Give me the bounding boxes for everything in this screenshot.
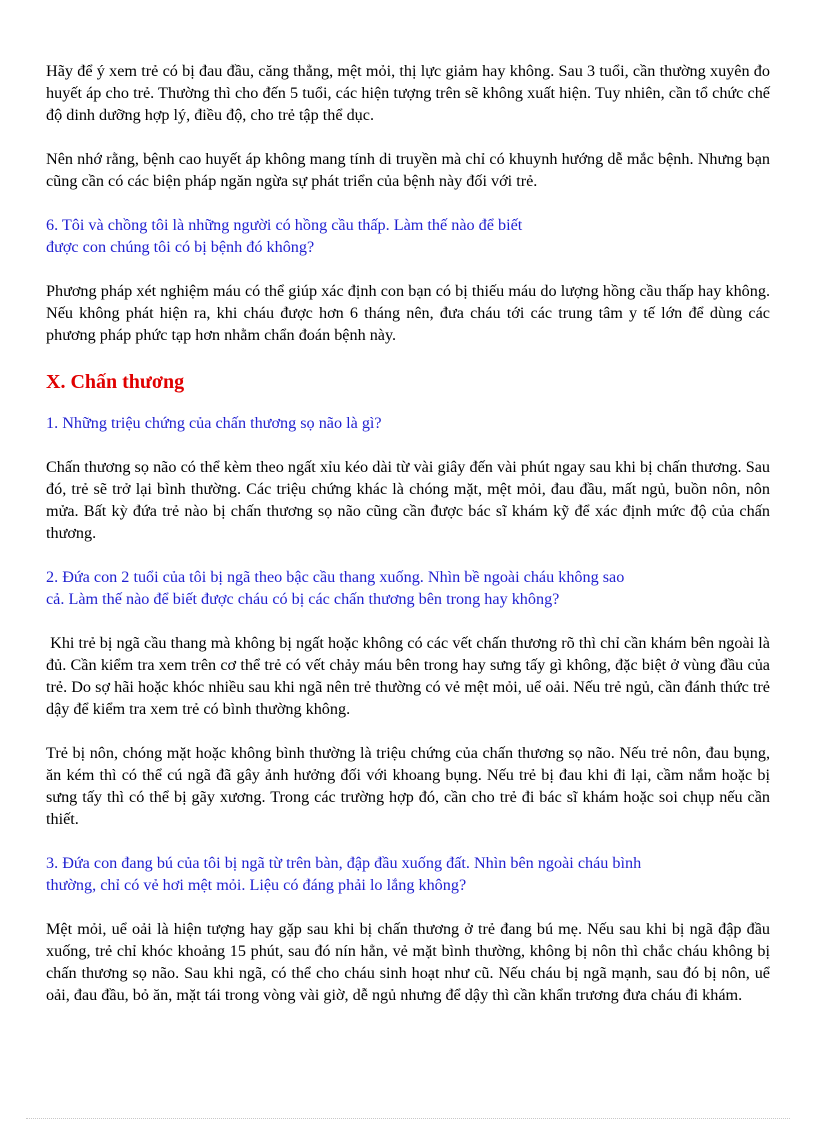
- question-3: [46, 852, 770, 896]
- question-6: [46, 214, 770, 258]
- paragraph-blood-pressure-check: Hãy để ý xem trẻ có bị đau đầu, căng thẳng, mệt mỏi, thị lực giảm hay không. Sau 3 tuổi, cần thường xuyên đo huyết áp cho trẻ. Thường thì cho đến 5 tuổi, các hiện tượng trên sẽ không xuất hiện. Tuy nhiên, cần tổ chức chế độ dinh dưỡng hợp lý, điều độ, cho trẻ tập thể dục.: [46, 62, 770, 124]
- page-bottom-divider: [26, 1118, 790, 1119]
- question-3-line-1: 3. Đứa con đang bú của tôi bị ngã từ trên bàn, đập đầu xuống đất. Nhìn bên ngoài cháu bình: [46, 854, 642, 872]
- paragraph-warning-signs: Trẻ bị nôn, chóng mặt hoặc không bình thường là triệu chứng của chấn thương sọ não. Nếu trẻ nôn, đau bụng, ăn kém thì có thể cú ngã đã gây ảnh hưởng đối với khoang bụng. Nếu trẻ bị đau khi đi lại, cầm nắm hoặc bị sưng tấy thì có thể bị gãy xương. Trong các trường hợp đó, cần cho trẻ đi bác sĩ khám hoặc soi chụp nếu cần thiết.: [46, 744, 770, 828]
- question-3-line-2: thường, chỉ có vẻ hơi mệt mỏi. Liệu có đáng phải lo lắng không?: [46, 876, 467, 894]
- paragraph-infant-fall: Mệt mỏi, uể oải là hiện tượng hay gặp sau khi bị chấn thương ở trẻ đang bú mẹ. Nếu sau khi bị ngã đập đầu xuống, trẻ chỉ khóc khoảng 15 phút, sau đó nín hẳn, vẻ mặt bình thường, không bị nôn thì chắc cháu không bị chấn thương sọ não. Sau khi ngã, có thể cho cháu sinh hoạt như cũ. Nếu cháu bị ngã mạnh, sau đó bị nôn, uể oải, đau đầu, bỏ ăn, mặt tái trong vòng vài giờ, dễ ngủ nhưng để dậy thì cần khẩn trương đưa cháu đi khám.: [46, 920, 770, 1004]
- document-page: [46, 60, 775, 1006]
- paragraph-stair-fall: Khi trẻ bị ngã cầu thang mà không bị ngất hoặc không có các vết chấn thương rõ thì chỉ cần khám bên ngoài là đủ. Cần kiểm tra xem trên cơ thể trẻ có vết chảy máu bên trong hay sưng tấy gì không, đặc biệt ở vùng đầu của trẻ. Do sợ hãi hoặc khóc nhiều sau khi ngã nên trẻ thường có vẻ mệt mỏi, uể oải. Nếu trẻ ngủ, cần đánh thức trẻ dậy để kiểm tra xem trẻ có bình thường không.: [46, 634, 775, 718]
- question-2-line-1: 2. Đứa con 2 tuổi của tôi bị ngã theo bậc cầu thang xuống. Nhìn bề ngoài cháu không sao: [46, 568, 625, 586]
- paragraph-blood-test: Phương pháp xét nghiệm máu có thể giúp xác định con bạn có bị thiếu máu do lượng hồng cầu thấp hay không. Nếu không phát hiện ra, khi cháu được hơn 6 tháng nên, đưa cháu tới các trung tâm y tế lớn để dùng các phương pháp phức tạp hơn nhằm chẩn đoán bệnh này.: [46, 282, 770, 344]
- paragraph-head-injury-symptoms: Chấn thương sọ não có thể kèm theo ngất xỉu kéo dài từ vài giây đến vài phút ngay sau khi bị chấn thương. Sau đó, trẻ sẽ trở lại bình thường. Các triệu chứng khác là chóng mặt, mệt mỏi, đau đầu, mất ngủ, buồn nôn, nôn mửa. Bất kỳ đứa trẻ nào bị chấn thương sọ não cũng cần được bác sĩ khám kỹ để xác định mức độ của chấn thương.: [46, 458, 770, 542]
- section-heading-injury: X. Chấn thương: [46, 371, 185, 393]
- question-6-line-2: được con chúng tôi có bị bệnh đó không?: [46, 238, 315, 256]
- paragraph-hypertension-note: Nên nhớ rằng, bệnh cao huyết áp không mang tính di truyền mà chỉ có khuynh hướng dễ mắc bệnh. Nhưng bạn cũng cần có các biện pháp ngăn ngừa sự phát triển của bệnh này đối với trẻ.: [46, 150, 770, 190]
- question-2-line-2: cả. Làm thế nào để biết được cháu có bị các chấn thương bên trong hay không?: [46, 590, 560, 608]
- question-6-line-1: 6. Tôi và chồng tôi là những người có hồng cầu thấp. Làm thế nào để biết: [46, 216, 523, 234]
- question-1: 1. Những triệu chứng của chấn thương sọ não là gì?: [46, 414, 382, 432]
- question-2: [46, 566, 770, 610]
